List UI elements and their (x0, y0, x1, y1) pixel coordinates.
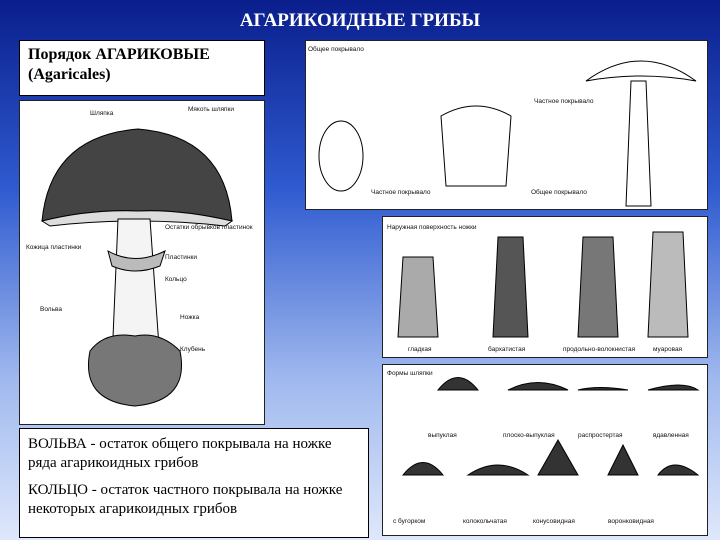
label-ostatki: Остатки обрывков пластинок (165, 224, 253, 231)
label-myakot: Мякоть шляпки (188, 106, 235, 113)
order-box (19, 40, 265, 96)
stalk-type-1: гладкая (408, 346, 432, 353)
label-volva: Вольва (40, 306, 62, 313)
cap-row1-2: плоско-выпуклая (503, 432, 555, 439)
cap-row2-2: колокольчатая (463, 518, 507, 525)
mushroom-anatomy-illustration (20, 101, 264, 424)
cap-shapes-illustration (383, 365, 707, 535)
stalk-surface-illustration (383, 217, 707, 357)
label-chastnoe-top: Частное покрывало (534, 98, 594, 105)
cap-row1-3: распростертая (578, 432, 623, 439)
label-kolco: Кольцо (165, 276, 187, 283)
anatomy-panel (19, 100, 265, 425)
definition-volva: ВОЛЬВА - остаток общего покрывала на ножке ряда агарикоидных грибов (28, 436, 332, 471)
label-plastinki: Пластинки (165, 254, 198, 261)
stalk-surface-panel (382, 216, 708, 358)
definitions-box (19, 428, 369, 538)
stalk-type-3: продольно-волокнистая (563, 346, 636, 353)
cap-row2-4: воронковидная (608, 518, 654, 525)
veil-panel (305, 40, 708, 210)
label-chastnoe-bottom: Частное покрывало (371, 189, 431, 196)
cap-row2-1: с бугорком (393, 518, 426, 525)
order-latin-name: (Agaricales) (28, 66, 111, 83)
label-klubeny: Клубень (180, 346, 206, 353)
stalk-panel-heading: Наружная поверхность ножки (387, 224, 477, 231)
slide-title: АГАРИКОИДНЫЕ ГРИБЫ (239, 10, 481, 31)
label-obshchee-bottom: Общее покрывало (531, 189, 587, 196)
cap-panel-heading: Формы шляпки (387, 370, 433, 377)
stalk-type-4: муаровая (653, 346, 683, 353)
label-nozhka: Ножка (180, 314, 200, 321)
order-name: Порядок АГАРИКОВЫЕ (28, 46, 210, 63)
label-sheyka: Шляпка (90, 110, 114, 117)
veil-illustration (306, 41, 707, 209)
stalk-type-2: бархатистая (488, 346, 526, 353)
cap-row2-3: конусовидная (533, 518, 575, 525)
cap-shapes-panel (382, 364, 708, 536)
label-kozhitsa: Кожица пластинки (26, 244, 82, 251)
cap-row1-1: выпуклая (428, 432, 457, 439)
definition-kolco: КОЛЬЦО - остаток частного покрывала на ножке некоторых агарикоидных грибов (28, 482, 343, 517)
label-obshchee-top: Общее покрывало (308, 46, 364, 53)
cap-row1-4: вдавленная (653, 432, 689, 439)
